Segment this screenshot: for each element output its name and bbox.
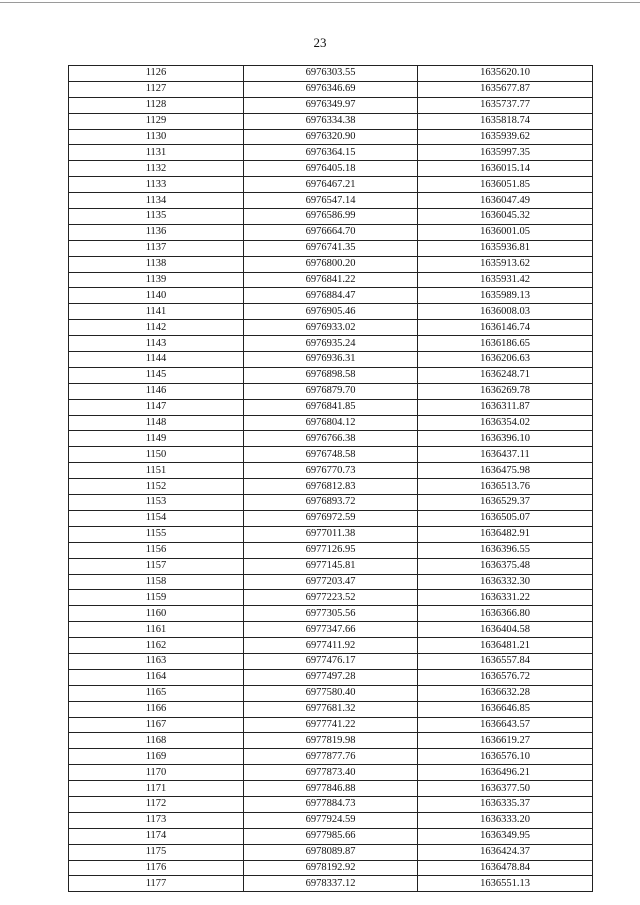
x-coordinate-cell: 6977223.52 (244, 590, 418, 606)
point-number-cell: 1150 (69, 447, 244, 463)
y-coordinate-cell: 1636437.11 (418, 447, 593, 463)
point-number-cell: 1159 (69, 590, 244, 606)
page-number: 23 (313, 35, 327, 50)
table-row (69, 860, 593, 876)
point-number-cell: 1166 (69, 701, 244, 717)
x-coordinate-cell: 6976933.02 (244, 320, 418, 336)
y-coordinate-cell: 1636481.21 (418, 638, 593, 654)
y-coordinate-cell: 1636047.49 (418, 193, 593, 209)
y-coordinate-cell: 1636349.95 (418, 828, 593, 844)
point-number-cell: 1161 (69, 622, 244, 638)
y-coordinate-cell: 1636206.63 (418, 352, 593, 368)
y-coordinate-cell: 1636008.03 (418, 304, 593, 320)
table-row (69, 733, 593, 749)
y-coordinate-cell: 1636354.02 (418, 415, 593, 431)
point-number-cell: 1146 (69, 383, 244, 399)
table-row (69, 431, 593, 447)
table-row (69, 638, 593, 654)
y-coordinate-cell: 1636478.84 (418, 860, 593, 876)
x-coordinate-cell: 6976812.83 (244, 479, 418, 495)
table-row (69, 526, 593, 542)
point-number-cell: 1132 (69, 161, 244, 177)
y-coordinate-cell: 1636557.84 (418, 653, 593, 669)
x-coordinate-cell: 6976935.24 (244, 336, 418, 352)
x-coordinate-cell: 6976770.73 (244, 463, 418, 479)
table-row (69, 193, 593, 209)
point-number-cell: 1160 (69, 606, 244, 622)
point-number-cell: 1142 (69, 320, 244, 336)
x-coordinate-cell: 6976467.21 (244, 177, 418, 193)
table-row (69, 701, 593, 717)
y-coordinate-cell: 1636015.14 (418, 161, 593, 177)
x-coordinate-cell: 6977846.88 (244, 781, 418, 797)
y-coordinate-cell: 1636404.58 (418, 622, 593, 638)
y-coordinate-cell: 1636576.10 (418, 749, 593, 765)
x-coordinate-cell: 6978337.12 (244, 876, 418, 892)
table-row (69, 844, 593, 860)
y-coordinate-cell: 1636646.85 (418, 701, 593, 717)
point-number-cell: 1149 (69, 431, 244, 447)
point-number-cell: 1144 (69, 352, 244, 368)
x-coordinate-cell: 6976664.70 (244, 224, 418, 240)
coordinates-table (68, 65, 593, 892)
y-coordinate-cell: 1636375.48 (418, 558, 593, 574)
x-coordinate-cell: 6977497.28 (244, 669, 418, 685)
x-coordinate-cell: 6976547.14 (244, 193, 418, 209)
y-coordinate-cell: 1636482.91 (418, 526, 593, 542)
table-row (69, 129, 593, 145)
point-number-cell: 1148 (69, 415, 244, 431)
table-row (69, 304, 593, 320)
table-row (69, 272, 593, 288)
x-coordinate-cell: 6977819.98 (244, 733, 418, 749)
point-number-cell: 1177 (69, 876, 244, 892)
x-coordinate-cell: 6977873.40 (244, 765, 418, 781)
table-row (69, 685, 593, 701)
x-coordinate-cell: 6976884.47 (244, 288, 418, 304)
x-coordinate-cell: 6976841.85 (244, 399, 418, 415)
table-row (69, 97, 593, 113)
y-coordinate-cell: 1635737.77 (418, 97, 593, 113)
y-coordinate-cell: 1636505.07 (418, 510, 593, 526)
y-coordinate-cell: 1636045.32 (418, 209, 593, 225)
table-row (69, 161, 593, 177)
table-row (69, 81, 593, 97)
table-row (69, 352, 593, 368)
table-row (69, 383, 593, 399)
x-coordinate-cell: 6976334.38 (244, 113, 418, 129)
point-number-cell: 1138 (69, 256, 244, 272)
x-coordinate-cell: 6976405.18 (244, 161, 418, 177)
x-coordinate-cell: 6976972.59 (244, 510, 418, 526)
point-number-cell: 1143 (69, 336, 244, 352)
point-number-cell: 1126 (69, 66, 244, 82)
point-number-cell: 1173 (69, 812, 244, 828)
table-row (69, 749, 593, 765)
y-coordinate-cell: 1636186.65 (418, 336, 593, 352)
point-number-cell: 1170 (69, 765, 244, 781)
y-coordinate-cell: 1636332.30 (418, 574, 593, 590)
point-number-cell: 1162 (69, 638, 244, 654)
top-rule (0, 2, 640, 3)
table-row (69, 113, 593, 129)
y-coordinate-cell: 1636576.72 (418, 669, 593, 685)
x-coordinate-cell: 6977681.32 (244, 701, 418, 717)
x-coordinate-cell: 6976879.70 (244, 383, 418, 399)
table-row (69, 367, 593, 383)
x-coordinate-cell: 6976905.46 (244, 304, 418, 320)
table-row (69, 796, 593, 812)
table-row (69, 812, 593, 828)
y-coordinate-cell: 1636619.27 (418, 733, 593, 749)
y-coordinate-cell: 1636424.37 (418, 844, 593, 860)
x-coordinate-cell: 6976586.99 (244, 209, 418, 225)
table-row (69, 463, 593, 479)
table-row (69, 288, 593, 304)
y-coordinate-cell: 1635939.62 (418, 129, 593, 145)
x-coordinate-cell: 6976303.55 (244, 66, 418, 82)
y-coordinate-cell: 1635997.35 (418, 145, 593, 161)
x-coordinate-cell: 6977145.81 (244, 558, 418, 574)
y-coordinate-cell: 1636396.10 (418, 431, 593, 447)
table-row (69, 256, 593, 272)
point-number-cell: 1147 (69, 399, 244, 415)
table-row (69, 669, 593, 685)
y-coordinate-cell: 1635677.87 (418, 81, 593, 97)
table-row (69, 479, 593, 495)
x-coordinate-cell: 6976741.35 (244, 240, 418, 256)
y-coordinate-cell: 1635818.74 (418, 113, 593, 129)
table-row (69, 66, 593, 82)
y-coordinate-cell: 1636335.37 (418, 796, 593, 812)
y-coordinate-cell: 1636269.78 (418, 383, 593, 399)
x-coordinate-cell: 6977741.22 (244, 717, 418, 733)
point-number-cell: 1137 (69, 240, 244, 256)
table-row (69, 415, 593, 431)
point-number-cell: 1129 (69, 113, 244, 129)
y-coordinate-cell: 1635936.81 (418, 240, 593, 256)
x-coordinate-cell: 6977580.40 (244, 685, 418, 701)
y-coordinate-cell: 1636632.28 (418, 685, 593, 701)
x-coordinate-cell: 6976800.20 (244, 256, 418, 272)
y-coordinate-cell: 1636396.55 (418, 542, 593, 558)
table-row (69, 177, 593, 193)
x-coordinate-cell: 6976841.22 (244, 272, 418, 288)
point-number-cell: 1168 (69, 733, 244, 749)
y-coordinate-cell: 1635989.13 (418, 288, 593, 304)
point-number-cell: 1139 (69, 272, 244, 288)
x-coordinate-cell: 6977411.92 (244, 638, 418, 654)
y-coordinate-cell: 1636001.05 (418, 224, 593, 240)
point-number-cell: 1163 (69, 653, 244, 669)
table-row (69, 447, 593, 463)
point-number-cell: 1130 (69, 129, 244, 145)
table-row (69, 717, 593, 733)
table-row (69, 653, 593, 669)
table-row (69, 495, 593, 511)
point-number-cell: 1128 (69, 97, 244, 113)
point-number-cell: 1141 (69, 304, 244, 320)
x-coordinate-cell: 6977476.17 (244, 653, 418, 669)
table-row (69, 876, 593, 892)
y-coordinate-cell: 1636529.37 (418, 495, 593, 511)
table-row (69, 828, 593, 844)
x-coordinate-cell: 6976936.31 (244, 352, 418, 368)
x-coordinate-cell: 6976320.90 (244, 129, 418, 145)
y-coordinate-cell: 1635931.42 (418, 272, 593, 288)
x-coordinate-cell: 6976893.72 (244, 495, 418, 511)
point-number-cell: 1175 (69, 844, 244, 860)
table-row (69, 399, 593, 415)
point-number-cell: 1151 (69, 463, 244, 479)
point-number-cell: 1140 (69, 288, 244, 304)
point-number-cell: 1165 (69, 685, 244, 701)
point-number-cell: 1158 (69, 574, 244, 590)
x-coordinate-cell: 6976748.58 (244, 447, 418, 463)
x-coordinate-cell: 6976804.12 (244, 415, 418, 431)
y-coordinate-cell: 1636366.80 (418, 606, 593, 622)
y-coordinate-cell: 1636475.98 (418, 463, 593, 479)
table-row (69, 240, 593, 256)
x-coordinate-cell: 6976346.69 (244, 81, 418, 97)
y-coordinate-cell: 1636331.22 (418, 590, 593, 606)
x-coordinate-cell: 6976766.38 (244, 431, 418, 447)
point-number-cell: 1135 (69, 209, 244, 225)
point-number-cell: 1133 (69, 177, 244, 193)
table-row (69, 590, 593, 606)
x-coordinate-cell: 6977305.56 (244, 606, 418, 622)
y-coordinate-cell: 1636643.57 (418, 717, 593, 733)
x-coordinate-cell: 6977203.47 (244, 574, 418, 590)
point-number-cell: 1164 (69, 669, 244, 685)
point-number-cell: 1156 (69, 542, 244, 558)
point-number-cell: 1131 (69, 145, 244, 161)
y-coordinate-cell: 1636496.21 (418, 765, 593, 781)
x-coordinate-cell: 6977884.73 (244, 796, 418, 812)
point-number-cell: 1155 (69, 526, 244, 542)
y-coordinate-cell: 1636377.50 (418, 781, 593, 797)
table-row (69, 145, 593, 161)
x-coordinate-cell: 6978089.87 (244, 844, 418, 860)
y-coordinate-cell: 1636551.13 (418, 876, 593, 892)
table-row (69, 765, 593, 781)
point-number-cell: 1152 (69, 479, 244, 495)
y-coordinate-cell: 1635913.62 (418, 256, 593, 272)
point-number-cell: 1172 (69, 796, 244, 812)
x-coordinate-cell: 6977877.76 (244, 749, 418, 765)
y-coordinate-cell: 1635620.10 (418, 66, 593, 82)
point-number-cell: 1167 (69, 717, 244, 733)
table-row (69, 558, 593, 574)
x-coordinate-cell: 6977985.66 (244, 828, 418, 844)
table-row (69, 542, 593, 558)
point-number-cell: 1153 (69, 495, 244, 511)
y-coordinate-cell: 1636311.87 (418, 399, 593, 415)
point-number-cell: 1171 (69, 781, 244, 797)
point-number-cell: 1157 (69, 558, 244, 574)
x-coordinate-cell: 6977347.66 (244, 622, 418, 638)
x-coordinate-cell: 6976349.97 (244, 97, 418, 113)
table-row (69, 606, 593, 622)
table-row (69, 622, 593, 638)
table-row (69, 574, 593, 590)
point-number-cell: 1145 (69, 367, 244, 383)
table-row (69, 781, 593, 797)
x-coordinate-cell: 6977011.38 (244, 526, 418, 542)
point-number-cell: 1174 (69, 828, 244, 844)
point-number-cell: 1134 (69, 193, 244, 209)
x-coordinate-cell: 6978192.92 (244, 860, 418, 876)
x-coordinate-cell: 6976898.58 (244, 367, 418, 383)
table-row (69, 209, 593, 225)
x-coordinate-cell: 6977924.59 (244, 812, 418, 828)
y-coordinate-cell: 1636248.71 (418, 367, 593, 383)
point-number-cell: 1154 (69, 510, 244, 526)
x-coordinate-cell: 6976364.15 (244, 145, 418, 161)
table-row (69, 224, 593, 240)
point-number-cell: 1169 (69, 749, 244, 765)
x-coordinate-cell: 6977126.95 (244, 542, 418, 558)
y-coordinate-cell: 1636333.20 (418, 812, 593, 828)
y-coordinate-cell: 1636051.85 (418, 177, 593, 193)
y-coordinate-cell: 1636146.74 (418, 320, 593, 336)
y-coordinate-cell: 1636513.76 (418, 479, 593, 495)
point-number-cell: 1176 (69, 860, 244, 876)
table-body (69, 66, 593, 892)
table-row (69, 336, 593, 352)
table-row (69, 510, 593, 526)
point-number-cell: 1127 (69, 81, 244, 97)
table-row (69, 320, 593, 336)
point-number-cell: 1136 (69, 224, 244, 240)
